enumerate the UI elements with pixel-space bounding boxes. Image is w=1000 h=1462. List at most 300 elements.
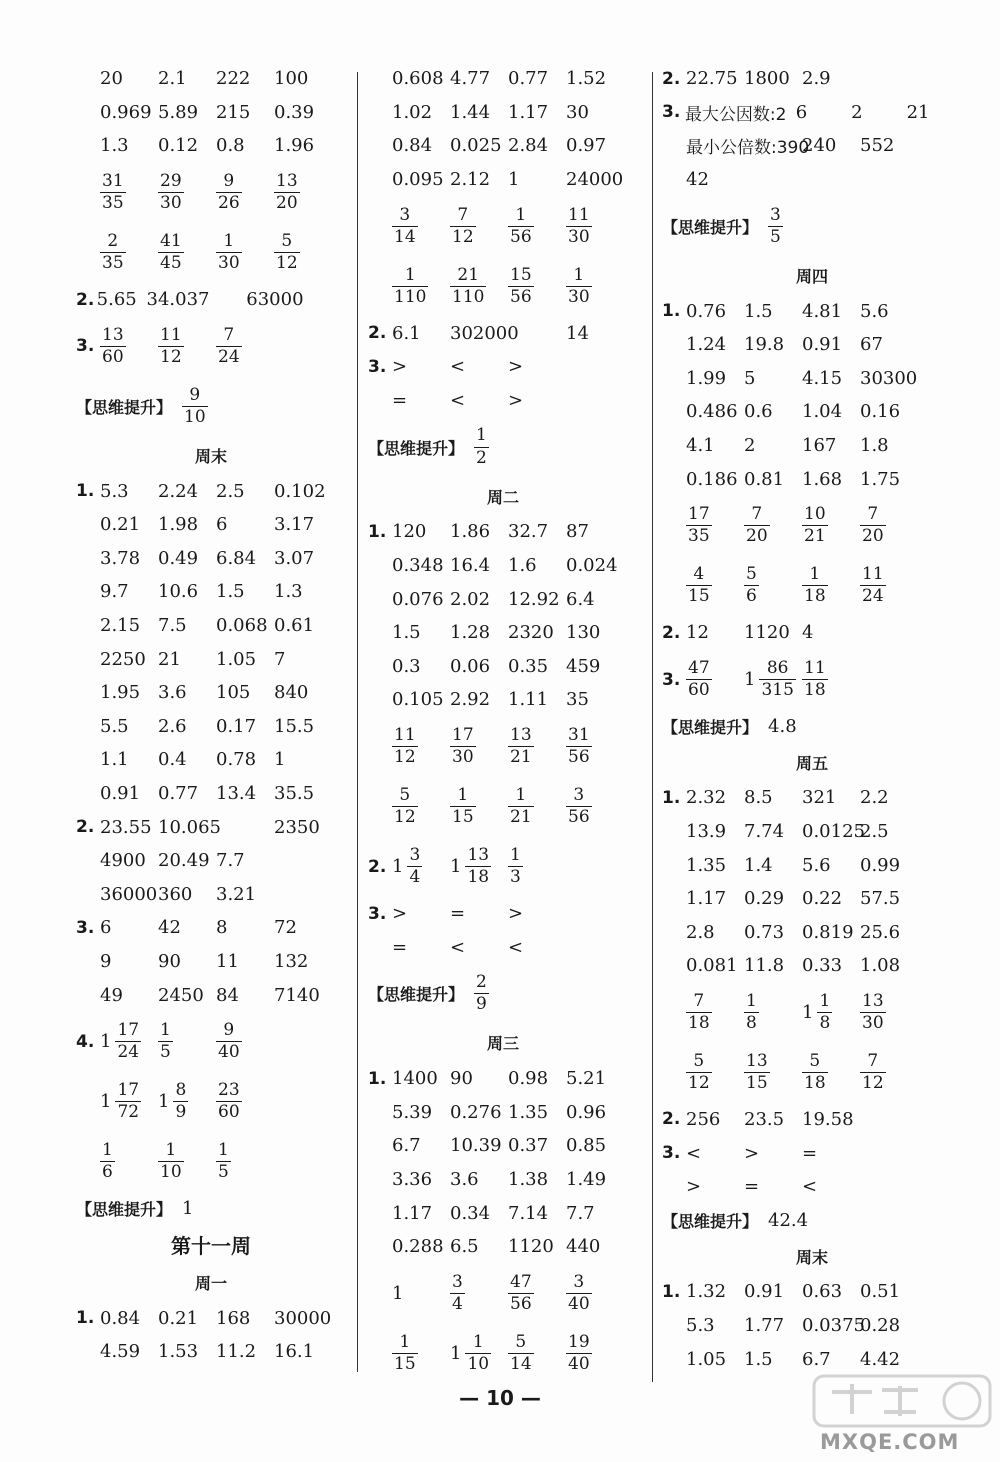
numerator: 23: [218, 1080, 240, 1101]
thinking-boost-answer: [182, 385, 208, 429]
answer-cell: 7.14: [508, 1202, 549, 1224]
denominator: 5: [218, 1162, 229, 1183]
answer-cell: 222: [216, 68, 251, 90]
answer-cell: 57.5: [860, 888, 901, 910]
answer-row: [662, 556, 962, 616]
whole-part: 1: [802, 1002, 814, 1024]
answer-cell: [392, 265, 450, 309]
answer-cell: 2450: [158, 984, 204, 1006]
answer-cell: 19.8: [744, 334, 785, 356]
mixed-number: [100, 1080, 141, 1124]
answer-cell: 0.608: [392, 68, 444, 90]
numerator: 7: [223, 324, 235, 345]
question-number: 2.: [368, 856, 387, 877]
question-row: [76, 474, 346, 508]
answer-cell: 5.5: [100, 715, 129, 737]
answer-cell: [802, 658, 860, 702]
denominator: 4: [409, 867, 421, 888]
whole-part: 1: [100, 1031, 112, 1053]
answer-cell: 1: [274, 749, 286, 771]
numerator: 5: [809, 1050, 821, 1071]
question-row: [662, 1136, 962, 1170]
answer-cell: [566, 265, 624, 309]
denominator: 30: [862, 1013, 884, 1034]
numerator: 2: [107, 231, 119, 252]
denominator: 56: [568, 807, 590, 828]
numerator: 5: [515, 1331, 527, 1352]
answer-cell: 3.6: [158, 682, 187, 704]
answer-row: [76, 743, 346, 777]
answer-cell: >: [508, 356, 524, 378]
answer-cell: >: [508, 389, 524, 411]
answer-cell: 0.28: [860, 1314, 901, 1336]
fraction: [392, 265, 428, 309]
answer-cell: 5.6: [802, 854, 831, 876]
denominator: 21: [510, 807, 532, 828]
denominator: 56: [568, 747, 590, 768]
fraction: [158, 231, 184, 275]
answer-cell: 6.1: [392, 322, 421, 344]
fraction: [216, 231, 242, 275]
answer-cell: 0.61: [274, 615, 315, 637]
answer-cell: [158, 1020, 216, 1064]
thinking-boost-label: 【思维提升】: [662, 717, 759, 737]
question-row: [76, 1301, 346, 1335]
answer-cell: 0.37: [508, 1135, 549, 1157]
answer-cell: 6.5: [450, 1236, 479, 1258]
fraction: [566, 785, 592, 829]
numerator: 7: [867, 1050, 879, 1071]
numerator: 5: [693, 1050, 705, 1071]
fraction: [392, 205, 418, 249]
question-row: [368, 897, 638, 931]
answer-cell: [158, 1140, 216, 1184]
numerator: 17: [688, 504, 710, 525]
denominator: 60: [218, 1102, 240, 1123]
answer-row: [76, 1072, 346, 1132]
numerator: 9: [189, 384, 201, 405]
numerator: 9: [223, 1020, 235, 1041]
question-row: [76, 911, 346, 945]
denominator: 30: [568, 226, 590, 247]
column-middle: [368, 62, 638, 1383]
answer-row: [662, 362, 962, 396]
question-row: [368, 515, 638, 549]
question-number: 2.: [76, 289, 95, 310]
answer-cell: 3.78: [100, 547, 141, 569]
answer-cell: [566, 205, 624, 249]
answer-cell: >: [744, 1142, 760, 1164]
numerator: 5: [746, 564, 757, 585]
answer-cell: 2.92: [450, 689, 491, 711]
answer-cell: 16.1: [274, 1341, 315, 1363]
answer-cell: 19.58: [802, 1108, 854, 1130]
answer-cell: 36000: [100, 883, 158, 905]
numerator: 13: [746, 1050, 768, 1071]
numerator: 3: [573, 784, 585, 805]
answer-cell: [744, 658, 802, 702]
answer-cell: 4.81: [802, 300, 843, 322]
fraction: [216, 171, 242, 215]
answer-row: [662, 916, 962, 950]
answer-cell: 0.0125: [802, 821, 865, 843]
fraction: [508, 845, 523, 889]
denominator: 8: [819, 1013, 831, 1034]
answer-row: [368, 717, 638, 777]
answer-cell: 1.98: [158, 514, 199, 536]
answer-row: [76, 223, 346, 283]
answer-cell: 130: [566, 622, 601, 644]
numerator: 21: [457, 264, 480, 285]
fraction: [768, 205, 783, 249]
column-left: [76, 62, 346, 1369]
question-row: [368, 350, 638, 384]
whole-part: 1: [392, 856, 404, 878]
question-number: 3.: [662, 102, 681, 123]
thinking-boost: [662, 196, 962, 256]
numerator: 11: [804, 657, 826, 678]
fraction: [216, 1140, 231, 1184]
answer-cell: 22.75: [686, 68, 738, 90]
answer-cell: 0.73: [744, 921, 785, 943]
numerator: 11: [160, 324, 182, 345]
answer-row: [76, 978, 346, 1012]
column-divider: [357, 72, 358, 1372]
answer-cell: 0.84: [392, 135, 433, 157]
answer-cell: 0.63: [802, 1281, 843, 1303]
question-number: 3.: [368, 903, 387, 924]
answer-cell: 87: [566, 521, 589, 543]
question-number: 1.: [662, 301, 681, 322]
answer-cell: 24000: [566, 169, 624, 191]
whole-part: 1: [744, 669, 756, 691]
answer-cell: 1.17: [686, 888, 727, 910]
answer-cell: 1.38: [508, 1168, 549, 1190]
day-heading: 周二: [486, 487, 519, 507]
answer-cell: 84: [216, 984, 239, 1006]
answer-cell: [686, 991, 744, 1035]
numerator: 15: [510, 264, 532, 285]
answer-cell: 0.4: [158, 749, 187, 771]
denominator: 12: [394, 807, 416, 828]
answer-cell: [100, 171, 158, 215]
question-row: [76, 1012, 346, 1072]
answer-cell: 5.89: [158, 101, 199, 123]
denominator: 60: [688, 680, 710, 701]
answer-row: [76, 609, 346, 643]
question-number: 1.: [368, 521, 387, 542]
answer-cell: 5.21: [566, 1068, 607, 1090]
denominator: 20: [746, 526, 768, 547]
question-number: 1.: [76, 481, 95, 502]
denominator: 35: [102, 253, 124, 274]
numerator: 1: [819, 990, 831, 1011]
denominator: 12: [394, 747, 416, 768]
answer-row: [76, 96, 346, 130]
answer-cell: 1.5: [216, 581, 245, 603]
answer-cell: 67: [860, 334, 883, 356]
answer-cell: 90: [450, 1068, 473, 1090]
fraction: [508, 725, 534, 769]
numerator: 1: [165, 1140, 177, 1161]
answer-cell: 4.42: [860, 1348, 901, 1370]
denominator: 26: [218, 193, 240, 214]
question-number: 2.: [662, 1109, 681, 1130]
thinking-boost-answer: [768, 205, 783, 249]
answer-row: [368, 1163, 638, 1197]
answer-cell: 0.91: [100, 783, 141, 805]
question-row: [368, 837, 638, 897]
answer-cell: 1.77: [744, 1314, 785, 1336]
answer-cell: 2.84: [508, 135, 549, 157]
answer-cell: [860, 1051, 918, 1095]
fraction: [508, 785, 534, 829]
answer-cell: 0.17: [216, 715, 257, 737]
answer-cell: [686, 564, 744, 608]
numerator: 17: [117, 1020, 140, 1041]
denominator: 18: [804, 586, 826, 607]
answer-cell: 23.5: [744, 1108, 785, 1130]
fraction: [802, 658, 828, 702]
numerator: 4: [693, 564, 705, 585]
answer-row: [368, 256, 638, 316]
answer-cell: =: [450, 903, 466, 925]
numerator: 1: [160, 1020, 171, 1041]
numerator: 1: [510, 844, 521, 865]
fraction: [450, 1272, 465, 1316]
answer-row: [662, 129, 962, 163]
answer-row: [662, 462, 962, 496]
answer-cell: 4.59: [100, 1341, 141, 1363]
fraction: [744, 1051, 770, 1095]
question-row: [662, 96, 962, 130]
answer-cell: [566, 1332, 624, 1376]
fraction: [686, 564, 712, 608]
answer-cell: 35: [566, 689, 589, 711]
answer-cell: 0.12: [158, 135, 199, 157]
answer-cell: 2.24: [158, 480, 199, 502]
thinking-boost-label: 【思维提升】: [76, 1200, 173, 1220]
numerator: 3: [399, 204, 411, 225]
answer-cell: [802, 991, 860, 1035]
answer-cell: 0.21: [100, 514, 141, 536]
answer-cell: 1.5: [744, 300, 773, 322]
numerator: 3: [770, 204, 781, 225]
answer-row: [76, 878, 346, 912]
answer-cell: 5.3: [100, 480, 129, 502]
answer-cell: [216, 1080, 274, 1124]
answer-cell: 0.51: [860, 1281, 901, 1303]
question-number: 1.: [368, 1068, 387, 1089]
fraction: [508, 205, 534, 249]
denominator: 21: [510, 747, 532, 768]
answer-cell: [100, 325, 158, 369]
question-row: [662, 616, 962, 650]
fraction: [182, 385, 208, 429]
answer-cell: 0.068: [216, 615, 268, 637]
question-number: 1.: [662, 1281, 681, 1302]
answer-cell: 2350: [274, 816, 320, 838]
answer-cell: 1.24: [686, 334, 727, 356]
answer-cell: 30000: [274, 1307, 332, 1329]
answer-cell: 0.39: [274, 101, 315, 123]
answer-cell: 302000: [450, 322, 519, 344]
thinking-boost: [76, 376, 346, 436]
numerator: 31: [568, 724, 590, 745]
answer-cell: 1.05: [686, 1348, 727, 1370]
answer-cell: 1.6: [508, 555, 537, 577]
fraction: [860, 991, 886, 1035]
denominator: 21: [804, 526, 826, 547]
answer-cell: [860, 564, 918, 608]
fraction: [216, 1020, 242, 1064]
denominator: 110: [452, 286, 485, 307]
denominator: 24: [218, 346, 240, 367]
answer-cell: 6: [100, 917, 112, 939]
answer-cell: 0.076: [392, 588, 444, 610]
thinking-boost: [368, 417, 638, 477]
denominator: 12: [276, 253, 298, 274]
answer-cell: 1.95: [100, 682, 141, 704]
answer-cell: 5.39: [392, 1101, 433, 1123]
numerator: 1: [472, 1331, 484, 1352]
denominator: 18: [688, 1013, 710, 1034]
denominator: 72: [117, 1102, 140, 1123]
answer-cell: 0.276: [450, 1101, 502, 1123]
answer-cell: 0.34: [450, 1202, 491, 1224]
answer-row: [662, 983, 962, 1043]
answer-cell: [216, 325, 274, 369]
denominator: 35: [688, 526, 710, 547]
answer-cell: 2250: [100, 648, 146, 670]
numerator: 1: [809, 564, 821, 585]
answer-cell: [508, 785, 566, 829]
answer-cell: 0.29: [744, 888, 785, 910]
answer-cell: 4: [802, 622, 814, 644]
denominator: 110: [394, 286, 427, 307]
answer-cell: 6.4: [566, 588, 595, 610]
answer-row: [368, 582, 638, 616]
fraction: [465, 845, 491, 889]
numerator: 5: [281, 231, 293, 252]
answer-cell: [566, 785, 624, 829]
numerator: 3: [409, 844, 421, 865]
numerator: 1: [746, 990, 757, 1011]
fraction: [216, 1080, 242, 1124]
answer-cell: 0.98: [508, 1068, 549, 1090]
answer-row: [368, 62, 638, 96]
numerator: 13: [276, 171, 298, 192]
answer-cell: 7.7: [566, 1202, 595, 1224]
answer-cell: 256: [686, 1108, 721, 1130]
answer-cell: 7: [274, 648, 286, 670]
answer-cell: 0.84: [100, 1307, 141, 1329]
denominator: 18: [804, 680, 826, 701]
question-number: 3.: [76, 336, 95, 357]
answer-cell: =: [802, 1142, 818, 1164]
question-number: 2.: [662, 622, 681, 643]
answer-cell: 1.35: [508, 1101, 549, 1123]
denominator: 18: [804, 1073, 826, 1094]
answer-row: [76, 844, 346, 878]
answer-cell: 2.6: [158, 715, 187, 737]
fraction: [686, 504, 712, 548]
answer-row: [76, 710, 346, 744]
fraction: [802, 564, 828, 608]
answer-cell: <: [686, 1142, 702, 1164]
fraction: [392, 785, 418, 829]
answer-cell: 9.7: [100, 581, 129, 603]
answer-cell: 11.8: [744, 955, 785, 977]
fraction: [686, 1051, 712, 1095]
answer-cell: 0.348: [392, 555, 444, 577]
denominator: 20: [276, 193, 298, 214]
denominator: 12: [862, 1073, 884, 1094]
answer-cell: <: [450, 389, 466, 411]
answer-cell: 30: [566, 101, 589, 123]
answer-cell: 25.6: [860, 921, 901, 943]
numerator: 31: [102, 171, 124, 192]
answer-cell: <: [450, 936, 466, 958]
answer-cell: 0.77: [158, 783, 199, 805]
fraction: [465, 1332, 491, 1376]
numerator: 5: [399, 784, 411, 805]
answer-cell: 6: [216, 514, 228, 536]
answer-cell: [392, 205, 450, 249]
answer-cell: [686, 1051, 744, 1095]
answer-cell: 105: [216, 682, 251, 704]
answer-cell: 2.15: [100, 615, 141, 637]
answer-cell: 35.5: [274, 783, 315, 805]
denominator: 45: [160, 253, 182, 274]
denominator: 24: [862, 586, 884, 607]
fraction: [274, 171, 300, 215]
fraction: [566, 205, 592, 249]
fraction: [802, 1051, 828, 1095]
answer-cell: 1120: [508, 1236, 554, 1258]
fraction: [100, 231, 126, 275]
answer-cell: 2.1: [158, 68, 187, 90]
answer-cell: 1.17: [508, 101, 549, 123]
answer-cell: 0.77: [508, 68, 549, 90]
denominator: 40: [218, 1042, 240, 1063]
column-divider: [652, 72, 653, 1382]
numerator: 86: [766, 657, 789, 678]
answer-row: [368, 1096, 638, 1130]
answer-cell: =: [392, 936, 408, 958]
answer-cell: [216, 231, 274, 275]
answer-cell: 2.12: [450, 169, 491, 191]
answer-row: [76, 642, 346, 676]
answer-cell: 215: [216, 101, 251, 123]
fraction: [802, 504, 828, 548]
answer-cell: 63000: [246, 289, 304, 311]
answer-cell: [802, 564, 860, 608]
numerator: 1: [223, 231, 235, 252]
answer-cell: 30300: [860, 367, 918, 389]
answer-cell: [744, 564, 802, 608]
answer-row: [662, 1342, 962, 1376]
answer-row: [368, 129, 638, 163]
answer-cell: 42: [686, 169, 709, 191]
answer-row: [368, 196, 638, 256]
denominator: 56: [510, 286, 532, 307]
question-number: 4.: [76, 1031, 95, 1052]
thinking-boost-answer: 4.8: [768, 715, 797, 737]
answer-cell: 2.5: [216, 480, 245, 502]
answer-cell: 0.6: [744, 401, 773, 423]
answer-cell: 0.99: [860, 854, 901, 876]
